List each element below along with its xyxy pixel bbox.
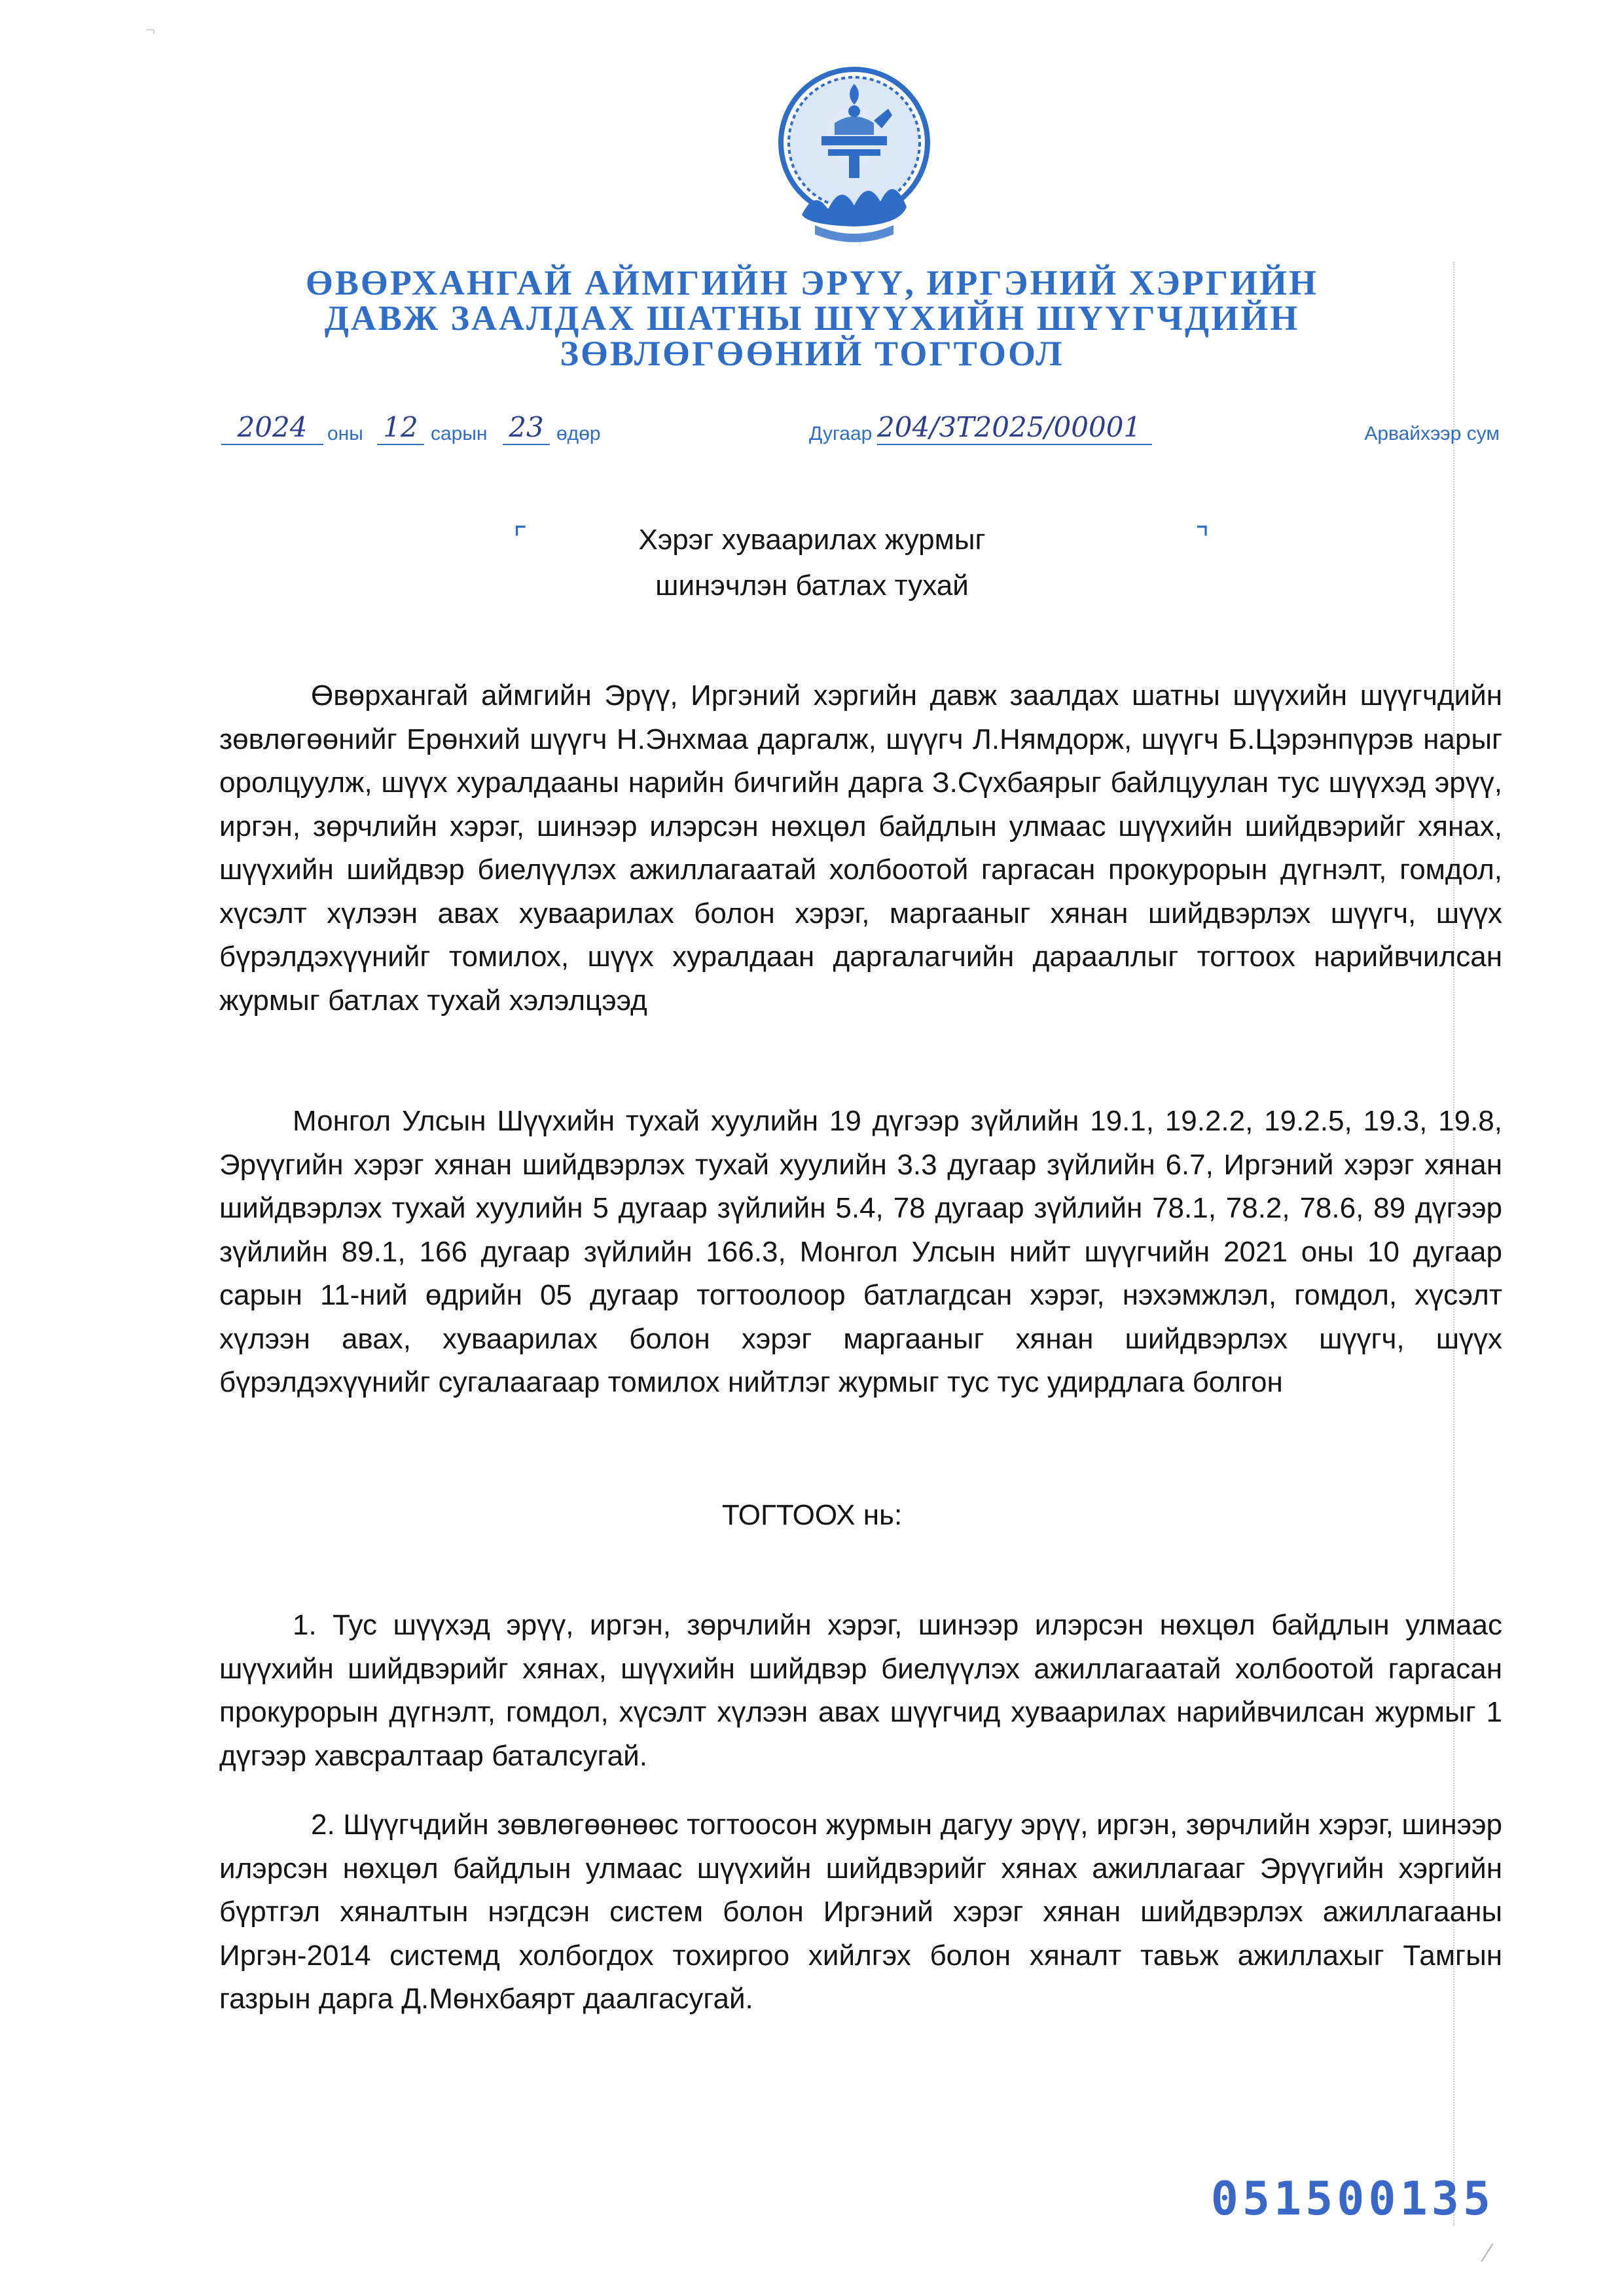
subject-line-2: шинэчлэн батлах тухай [655, 569, 969, 602]
bracket-left-icon: ⌜ [513, 521, 528, 555]
legal-basis-paragraph: Монгол Улсын Шүүхийн тухай хуулийн 19 дүгээр зүйлийн 19.1, 19.2.2, 19.2.5, 19.3, 19.8, Эрүүгийн хэрэг хянан шийдвэрлэх тухай хуулийн 3.3 дугаар зүйлийн 6.7, Иргэний хэрэг хянан шийдвэрлэх тухай хуулийн 5 дугаар зүйлийн 5.4, 78 дугаар зүйлийн 78.1, 78.2, 78.6, 89 дүгээр зүйлийн 89.1, 166 дугаар зүйлийн 166.3, Монгол Улсын нийт шүүгчийн 2021 оны 10 дугаар сарын 11-ний өдрийн 05 дугаар тогтоолоор батлагдсан хэрэг, нэхэмжлэл, гомдол, хүсэлт хүлээн авах, хуваарилах болон хэрэг маргааныг хянан шийдвэрлэх шүүгч, шүүх бүрэлдэхүүнийг сугалаагаар томилох нийтлэг журмыг тус тус удирдлага болгон [219, 1105, 1502, 1398]
resolve-heading: ТОГТООХ нь: [721, 1499, 903, 1531]
scan-mark: ⁄ [1486, 2239, 1490, 2268]
date-month: 12 [377, 412, 424, 445]
day-label: өдөр [556, 423, 601, 444]
header-line-1: ӨВӨРХАНГАЙ АЙМГИЙН ЭРҮҮ, ИРГЭНИЙ ХЭРГИЙН [305, 263, 1319, 302]
place-label: Арвайхээр сум [1364, 423, 1500, 444]
date-day: 23 [503, 412, 550, 445]
serial-number-stamp: 051500135 [1210, 2172, 1494, 2226]
state-emblem-icon [776, 58, 933, 254]
resolution-item-1: 1. Тус шүүхэд эрүү, иргэн, зөрчлийн хэрэг, шинээр илэрсэн нөхцөл байдлын улмаас шүүхийн шийдвэрийг хянах, шүүхийн шийдвэр биелүүлэх ажиллагаатай холбоотой гаргасан прокурорын дүгнэлт, гомдол, хүсэлт хүлээн авах шүүгчид хуваарилах нарийвчилсан журмыг 1 дүгээр хавсралтаар баталсугай. [219, 1609, 1502, 1772]
subject-line-1: Хэрэг хуваарилах журмыг [638, 524, 986, 556]
scan-mark: ¬ [145, 20, 156, 39]
month-label: сарын [431, 423, 488, 444]
date-year: 2024 [221, 412, 323, 445]
preamble-paragraph: Өвөрхангай аймгийн Эрүү, Иргэний хэргийн давж заалдах шатны шүүхийн шүүгчдийн зөвлөгөөнийг Ерөнхий шүүгч Н.Энхмаа даргалж, шүүгч Л.Нямдорж, шүүгч Б.Цэрэнпүрэв нарыг оролцуулж, шүүх хуралдааны нарийн бичгийн дарга З.Сүхбаярыг байлцуулан тус шүүхэд эрүү, иргэн, зөрчлийн хэрэг, шинээр илэрсэн нөхцөл байдлын улмаас шүүхийн шийдвэрийг хянах, шүүхийн шийдвэр биелүүлэх ажиллагаатай холбоотой гаргасан прокурорын дүгнэлт, гомдол, хүсэлт хүлээн авах хуваарилах болон хэрэг, маргааныг хянан шийдвэрлэх шүүгч, шүүх бүрэлдэхүүнийг томилох, шүүх хуралдаан даргалагчийн дарааллыг тогтоох нарийвчилсан журмыг батлах тухай хэлэлцээд [219, 679, 1502, 1017]
header-line-2: ДАВЖ ЗААЛДАХ ШАТНЫ ШҮҮХИЙН ШҮҮГЧДИЙН [324, 298, 1300, 338]
resolution-item-2: 2. Шүүгчдийн зөвлөгөөнөөс тогтоосон журмын дагуу эрүү, иргэн, зөрчлийн хэрэг, шинээр илэрсэн нөхцөл байдлын улмаас шүүхийн шийдвэрийг хянах ажиллагааг Эрүүгийн хэргийн бүртгэл хяналтын нэгдсэн систем болон Иргэний хэрэг хянан шийдвэрлэх ажиллагааны Иргэн-2014 системд холбогдох тохиргоо хийлгэх болон хяналт тавьж ажиллахыг Тамгын газрын дарга Д.Мөнхбаярт даалгасугай. [219, 1809, 1502, 2015]
number-label: Дугаар [809, 423, 873, 444]
bracket-right-icon: ⌝ [1195, 521, 1210, 555]
document-number: 204/ЗТ2025/00001 [877, 412, 1152, 445]
header-line-3: ЗӨВЛӨГӨӨНИЙ ТОГТООЛ [560, 334, 1064, 373]
year-label: оны [327, 423, 363, 444]
